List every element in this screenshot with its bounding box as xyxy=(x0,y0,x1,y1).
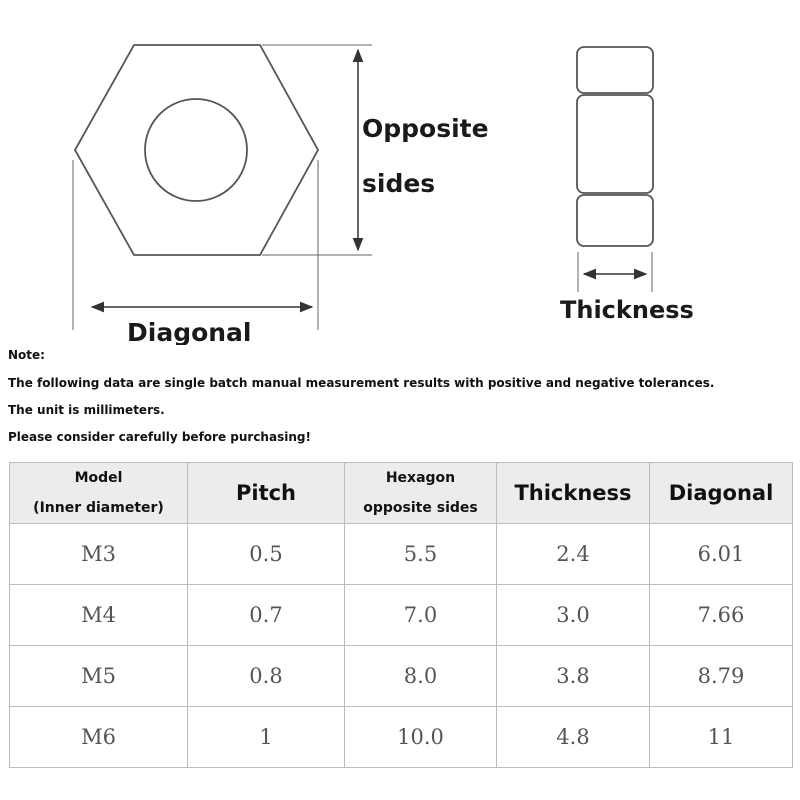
cell-model: M4 xyxy=(10,585,188,646)
header-hexagon xyxy=(345,463,497,524)
cell-pitch: 1 xyxy=(188,707,345,768)
cell-diagonal: 8.79 xyxy=(650,646,793,707)
table-row xyxy=(10,707,793,768)
label-opposite-2: sides xyxy=(362,169,436,198)
cell-hex-opposite: 8.0 xyxy=(345,646,497,707)
table-header-row xyxy=(10,463,793,524)
cell-diagonal: 11 xyxy=(650,707,793,768)
cell-diagonal: 6.01 xyxy=(650,524,793,585)
cell-hex-opposite: 10.0 xyxy=(345,707,497,768)
cell-model: M6 xyxy=(10,707,188,768)
nut-diagram xyxy=(0,0,800,345)
inner-hole xyxy=(145,99,247,201)
side-view-bottom xyxy=(577,195,653,246)
cell-thickness: 2.4 xyxy=(497,524,650,585)
cell-hex-opposite: 5.5 xyxy=(345,524,497,585)
cell-pitch: 0.8 xyxy=(188,646,345,707)
cell-pitch: 0.5 xyxy=(188,524,345,585)
header-hex-line1: Hexagon xyxy=(385,470,456,486)
header-diagonal-label: Diagonal xyxy=(668,481,774,505)
cell-diagonal: 7.66 xyxy=(650,585,793,646)
header-pitch xyxy=(188,463,345,524)
cell-thickness: 4.8 xyxy=(497,707,650,768)
label-opposite-1: Opposite xyxy=(362,114,489,143)
cell-model: M5 xyxy=(10,646,188,707)
header-hex-line2: opposite sides xyxy=(363,500,478,516)
hexagon-outline xyxy=(75,45,318,255)
table-row xyxy=(10,585,793,646)
spec-table xyxy=(9,462,793,768)
cell-pitch: 0.7 xyxy=(188,585,345,646)
header-diagonal xyxy=(650,463,793,524)
label-diagonal: Diagonal xyxy=(127,318,252,345)
header-model-line2: (Inner diameter) xyxy=(33,500,164,516)
label-thickness: Thickness xyxy=(560,296,694,324)
side-view-top xyxy=(577,47,653,93)
side-view-middle xyxy=(577,95,653,193)
header-pitch-label: Pitch xyxy=(235,481,297,505)
header-thickness-label: Thickness xyxy=(514,481,632,505)
cell-thickness: 3.8 xyxy=(497,646,650,707)
cell-hex-opposite: 7.0 xyxy=(345,585,497,646)
table-row xyxy=(10,646,793,707)
note-line-2: The unit is millimeters. xyxy=(8,403,165,417)
note-title: Note: xyxy=(8,348,45,362)
cell-model: M3 xyxy=(10,524,188,585)
cell-thickness: 3.0 xyxy=(497,585,650,646)
table-row xyxy=(10,524,793,585)
note-line-1: The following data are single batch manual measurement results with positive and negative tolerances. xyxy=(8,376,715,390)
header-thickness xyxy=(497,463,650,524)
header-model-line1: Model xyxy=(74,470,123,486)
header-model xyxy=(10,463,188,524)
note-line-3: Please consider carefully before purchasing! xyxy=(8,430,311,444)
